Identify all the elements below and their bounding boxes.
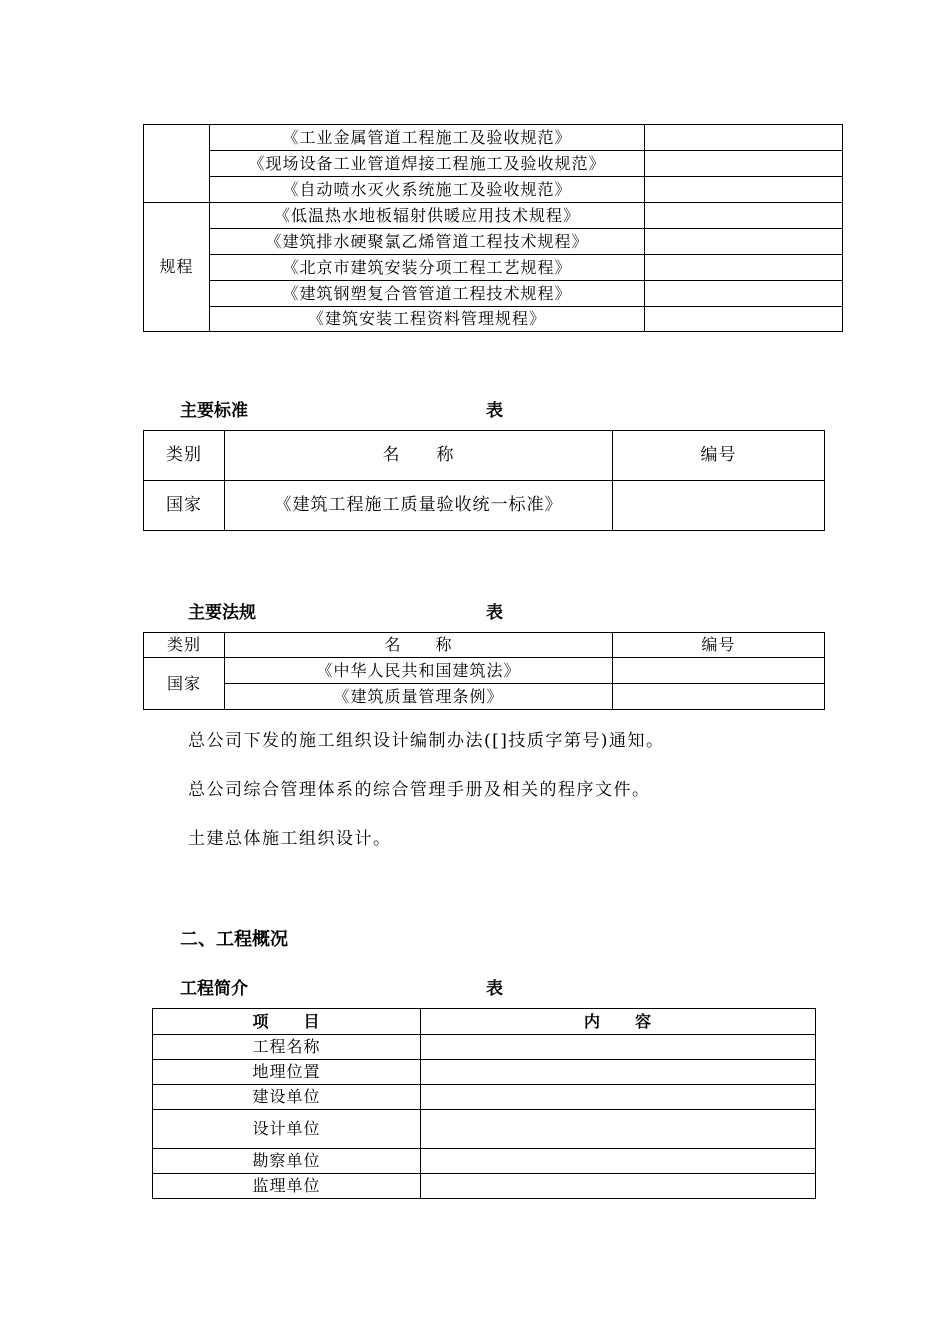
- item-content: [421, 1110, 816, 1149]
- header-number: 编号: [613, 633, 825, 658]
- regulations-title-suffix: 表: [486, 603, 503, 623]
- regulations-title: 主要法规: [188, 603, 256, 623]
- rule-name: 《自动喷水灭火系统施工及验收规范》: [210, 177, 645, 203]
- header-category: 类别: [144, 431, 225, 481]
- table-row: [144, 684, 825, 710]
- overview-table-title: 工程简介: [180, 979, 248, 999]
- standards-title-suffix: 表: [486, 401, 503, 421]
- table-header-row: [144, 633, 825, 658]
- rule-name: 《建筑排水硬聚氯乙烯管道工程技术规程》: [210, 229, 645, 255]
- item-content: [421, 1085, 816, 1110]
- rule-name: 《建筑安装工程资料管理规程》: [210, 307, 645, 332]
- rule-name: 《北京市建筑安装分项工程工艺规程》: [210, 255, 645, 281]
- rules-table: [143, 124, 843, 332]
- rule-number: [645, 281, 843, 307]
- regulation-number: [613, 684, 825, 710]
- table-header-row: [144, 431, 825, 481]
- standards-table: [143, 430, 825, 531]
- rule-number: [645, 203, 843, 229]
- item-label: 地理位置: [153, 1060, 421, 1085]
- table-row: [153, 1035, 816, 1060]
- overview-table-suffix: 表: [486, 979, 503, 999]
- table-row: [144, 203, 843, 229]
- table-row: [144, 307, 843, 332]
- overview-table: [152, 1008, 816, 1199]
- table-row: [144, 229, 843, 255]
- item-label: 建设单位: [153, 1085, 421, 1110]
- table-row: [153, 1174, 816, 1199]
- table-header-row: [153, 1009, 816, 1035]
- standards-title: [180, 396, 248, 421]
- table-row: [144, 481, 825, 531]
- regulation-name: 《建筑质量管理条例》: [225, 684, 613, 710]
- rule-number: [645, 229, 843, 255]
- category-cell: [144, 125, 210, 203]
- header-name: 名 称: [225, 633, 613, 658]
- table-row: [153, 1060, 816, 1085]
- item-content: [421, 1174, 816, 1199]
- table-row: [144, 125, 843, 151]
- item-content: [421, 1149, 816, 1174]
- regulation-category: 国家: [144, 658, 225, 710]
- standards-title-text: 主要标准: [180, 401, 248, 421]
- rule-number: [645, 177, 843, 203]
- item-label: 监理单位: [153, 1174, 421, 1199]
- rule-number: [645, 151, 843, 177]
- table-row: [144, 658, 825, 684]
- rule-name: 《建筑钢塑复合管管道工程技术规程》: [210, 281, 645, 307]
- rule-number: [645, 255, 843, 281]
- category-cell: 规程: [144, 203, 210, 332]
- table-row: [144, 255, 843, 281]
- item-label: 勘察单位: [153, 1149, 421, 1174]
- table-row: [144, 177, 843, 203]
- table-row: [153, 1085, 816, 1110]
- header-name: 名 称: [225, 431, 613, 481]
- table-row: [153, 1149, 816, 1174]
- rule-number: [645, 125, 843, 151]
- rule-number: [645, 307, 843, 332]
- item-label: 设计单位: [153, 1110, 421, 1149]
- table-row: [144, 151, 843, 177]
- item-content: [421, 1035, 816, 1060]
- standard-number: [613, 481, 825, 531]
- standard-name: 《建筑工程施工质量验收统一标准》: [225, 481, 613, 531]
- regulation-number: [613, 658, 825, 684]
- paragraph: 总公司下发的施工组织设计编制办法([]技质字第号)通知。: [188, 731, 665, 751]
- regulation-name: 《中华人民共和国建筑法》: [225, 658, 613, 684]
- header-item: 项 目: [153, 1009, 421, 1035]
- rule-name: 《低温热水地板辐射供暖应用技术规程》: [210, 203, 645, 229]
- paragraph: 土建总体施工组织设计。: [188, 829, 392, 849]
- item-label: 工程名称: [153, 1035, 421, 1060]
- table-row: [153, 1110, 816, 1149]
- standard-category: 国家: [144, 481, 225, 531]
- paragraph: 总公司综合管理体系的综合管理手册及相关的程序文件。: [188, 780, 651, 800]
- header-content: 内 容: [421, 1009, 816, 1035]
- header-number: 编号: [613, 431, 825, 481]
- rule-name: 《工业金属管道工程施工及验收规范》: [210, 125, 645, 151]
- regulations-table: [143, 632, 825, 710]
- header-category: 类别: [144, 633, 225, 658]
- item-content: [421, 1060, 816, 1085]
- table-row: [144, 281, 843, 307]
- section-heading: 二、工程概况: [180, 929, 288, 950]
- rule-name: 《现场设备工业管道焊接工程施工及验收规范》: [210, 151, 645, 177]
